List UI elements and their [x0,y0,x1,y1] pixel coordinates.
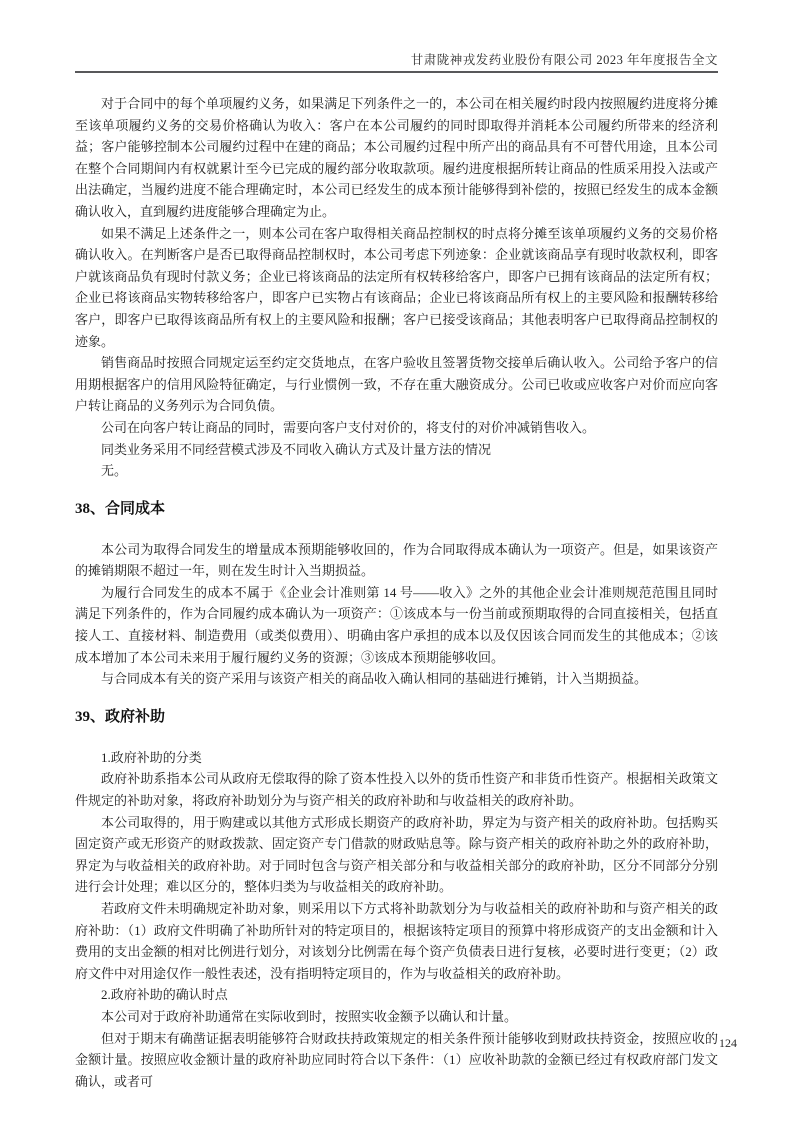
page-number: 124 [719,1036,737,1050]
section-heading: 38、合同成本 [75,500,166,517]
paragraph: 为履行合同发生的成本不属于《企业会计准则第 14 号——收入》之外的其他企业会计准则规范范围且同时满足下列条件的，作为合同履约成本确认为一项资产：①该成本与一份当前或预期取得的合同直接相关，包括直接人工、直接材料、制造费用（或类似费用）、明确由客户承担的成本以及仅因该合同而发生的其他成本；②该成本增加了本公司未来用于履行履约义务的资源；③该成本预期能够收回。 [75,584,718,665]
paragraph: 与合同成本有关的资产采用与该资产相关的商品收入确认相同的基础进行摊销，计入当期损益。 [101,671,648,687]
paragraph: 本公司对于政府补助通常在实际收到时，按照实收金额予以确认和计量。 [101,1008,518,1024]
page-header [75,0,718,73]
section-heading: 39、政府补助 [75,708,166,725]
paragraph: 政府补助系指本公司从政府无偿取得的除了资本性投入以外的货币性资产和非货币性资产。根据相关政策文件规定的补助对象，将政府补助划分为与资产相关的政府补助和与收益相关的政府补助。 [75,771,718,809]
paragraph: 2.政府补助的确认时点 [101,987,228,1003]
paragraph: 公司在向客户转让商品的同时，需要向客户支付对价的，将支付的对价冲减销售收入。 [101,419,596,435]
paragraph: 若政府文件未明确规定补助对象，则采用以下方式将补助款划分为与收益相关的政府补助和与资产相关的政府补助：（1）政府文件明确了补助所针对的特定项目的，根据该特定项目的预算中将形成资产的支出金额和计入费用的支出金额的相对比例进行划分，对该划分比例需在每个资产负债表日进行复核，必要时进行变更；（2）政府文件中对用途仅作一般性表述，没有指明特定项目的，作为与收益相关的政府补助。 [75,901,718,981]
paragraph: 无。 [101,463,128,479]
paragraph: 同类业务采用不同经营模式涉及不同收入确认方式及计量方法的情况 [101,441,492,457]
paragraph: 1.政府补助的分类 [101,749,202,765]
paragraph: 销售商品时按照合同规定运至约定交货地点，在客户验收且签署货物交接单后确认收入。公司给予客户的信用期根据客户的信用风险特征确定，与行业惯例一致，不存在重大融资成分。公司已收或应收客户对价而应向客户转让商品的义务列示为合同负债。 [75,355,718,414]
paragraph: 如果不满足上述条件之一，则本公司在客户取得相关商品控制权的时点将分摊至该单项履约义务的交易价格确认收入。在判断客户是否已取得商品控制权时，本公司考虑下列迹象：企业就该商品享有现时收款权利，即客户就该商品负有现时付款义务；企业已将该商品的法定所有权转移给客户，即客户已拥有该商品的法定所有权；企业已将该商品实物转移给客户，即客户已实物占有该商品；企业已将该商品所有权上的主要风险和报酬转移给客户，即客户已取得该商品所有权上的主要风险和报酬；客户已接受该商品；其他表明客户已取得商品控制权的迹象。 [75,225,718,349]
document-body [75,93,718,1092]
paragraph: 但对于期末有确凿证据表明能够符合财政扶持政策规定的相关条件预计能够收到财政扶持资金，按照应收的金额计量。按照应收金额计量的政府补助应同时符合以下条件：（1）应收补助款的金额已经过有权政府部门发文确认，或者可 [75,1030,718,1089]
paragraph: 本公司取得的，用于购建或以其他方式形成长期资产的政府补助，界定为与资产相关的政府补助。包括购买固定资产或无形资产的财政拨款、固定资产专门借款的财政贴息等。除与资产相关的政府补助之外的政府补助，界定为与收益相关的政府补助。对于同时包含与资产相关部分和与收益相关部分的政府补助，区分不同部分分别进行会计处理；难以区分的，整体归类为与收益相关的政府补助。 [75,814,718,895]
paragraph: 本公司为取得合同发生的增量成本预期能够收回的，作为合同取得成本确认为一项资产。但是，如果该资产的摊销期限不超过一年，则在发生时计入当期损益。 [75,541,718,579]
paragraph: 对于合同中的每个单项履约义务，如果满足下列条件之一的，本公司在相关履约时段内按照履约进度将分摊至该单项履约义务的交易价格确认为收入：客户在本公司履约的同时即取得并消耗本公司履约所带来的经济利益；客户能够控制本公司履约过程中在建的商品；本公司履约过程中所产出的商品具有不可替代用途，且本公司在整个合同期间内有权就累计至今已完成的履约部分收取款项。履约进度根据所转让商品的性质采用投入法或产出法确定，当履约进度不能合理确定时，本公司已经发生的成本预计能够得到补偿的，按照已经发生的成本金额确认收入，直到履约进度能够合理确定为止。 [75,96,718,219]
header-title: 甘肃陇神戎发药业股份有限公司 2023 年年度报告全文 [410,53,718,67]
page-footer [719,1036,737,1051]
